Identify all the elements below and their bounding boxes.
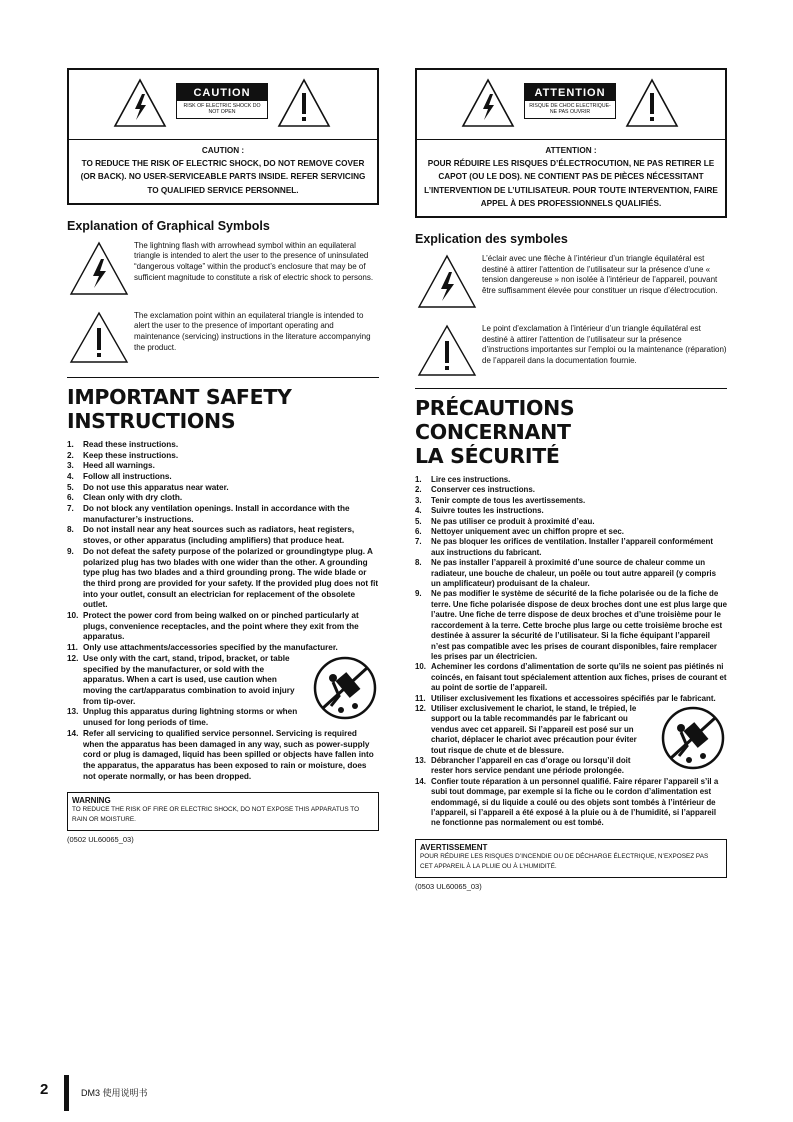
instruction-item	[67, 461, 379, 472]
symbols-title: Explanation of Graphical Symbols	[67, 218, 270, 233]
page-number: 2	[40, 1081, 49, 1098]
instruction-text: Do not block any ventilation openings. Install in accordance with the manufacturer’s instructions.	[83, 504, 350, 524]
document-code: (0502 UL60065_03)	[67, 835, 134, 845]
instruction-item	[67, 707, 379, 728]
instruction-item	[67, 547, 379, 611]
instruction-item	[415, 589, 727, 662]
instruction-text: Read these instructions.	[83, 439, 179, 449]
instruction-text: Keep these instructions.	[83, 450, 179, 460]
instruction-item	[67, 643, 379, 654]
warning-text: POUR RÉDUIRE LES RISQUES D’INCENDIE OU DE DÉCHARGE ÉLECTRIQUE, N’EXPOSEZ PAS CET APPAREIL À LA PLUIE OU À L’HUMIDITÉ.	[420, 852, 709, 870]
lightning-triangle-icon	[461, 78, 515, 128]
instruction-text: Follow all instructions.	[83, 471, 172, 481]
safety-instruction-list	[415, 475, 727, 829]
instruction-number: 14.	[67, 728, 79, 738]
instruction-text: Clean only with dry cloth.	[83, 493, 183, 503]
english-column	[67, 68, 379, 844]
attention-label-subtext: RISQUE DE CHOC ELECTRIQUE-NE PAS OUVRIR	[529, 103, 611, 115]
instruction-text: Lire ces instructions.	[431, 475, 511, 485]
instruction-number: 1.	[67, 439, 74, 449]
exclamation-symbol-row	[67, 311, 379, 361]
exclamation-symbol-row	[415, 324, 727, 374]
attention-label	[524, 83, 616, 119]
instruction-number: 10.	[67, 611, 79, 621]
instruction-text: Do not defeat the safety purpose of the polarized or groundingtype plug. A polarized plug has two blades with one wider than the other. A grounding type plug has two blades and a third grounding prong. The wide blade or the third prong are provided for your safety. If the provided plug does not fit into your outlet, consult an electrician for replacement of the obsolete outlet.	[83, 546, 379, 610]
instruction-text: Ne pas utiliser ce produit à proximité d’eau.	[431, 516, 595, 526]
instruction-text: Ne pas bloquer les orifices de ventilation. Installer l’appareil conformément aux instructions du fabricant.	[431, 537, 713, 557]
instruction-item	[415, 485, 727, 495]
attention-heading: ATTENTION :	[545, 146, 597, 155]
french-column	[415, 68, 727, 891]
instruction-text: Nettoyer uniquement avec un chiffon propre et sec.	[431, 527, 624, 537]
instruction-item	[415, 475, 727, 485]
instruction-number: 13.	[67, 707, 79, 717]
caution-label-panel	[69, 70, 377, 140]
exclamation-symbol-text: The exclamation point within an equilateral triangle is intended to alert the user to the presence of important operating and maintenance (servicing) instructions in the literature accompanying the product.	[134, 310, 371, 352]
instruction-number: 7.	[415, 537, 422, 547]
warning-box	[415, 839, 727, 878]
instruction-number: 7.	[67, 504, 74, 514]
instruction-item	[67, 493, 379, 504]
instruction-item	[415, 756, 727, 777]
instruction-number: 12.	[415, 703, 426, 713]
caution-body: TO REDUCE THE RISK OF ELECTRIC SHOCK, DO NOT REMOVE COVER (OR BACK). NO USER-SERVICEABLE PARTS INSIDE. REFER SERVICING TO QUALIFIED SERVICE PERSONNEL.	[80, 159, 366, 195]
instruction-number: 3.	[67, 461, 74, 471]
instruction-item	[415, 694, 727, 704]
instruction-number: 10.	[415, 662, 426, 672]
instruction-number: 1.	[415, 475, 422, 485]
instruction-number: 5.	[67, 482, 74, 492]
attention-statement	[417, 140, 725, 216]
instruction-number: 4.	[415, 506, 422, 516]
safety-title-line2: LA SÉCURITÉ	[415, 444, 560, 469]
exclamation-triangle-icon	[277, 78, 331, 128]
exclamation-symbol-text: Le point d’exclamation à l’intérieur d’un triangle équilatéral est destiné à attirer l’attention de l’utilisateur sur la présence d’instructions importantes sur l’emploi ou la maintenance (réparation) de l’appareil dans la documentation fournie.	[482, 324, 727, 365]
instruction-item	[415, 704, 727, 756]
attention-box	[415, 68, 727, 218]
instruction-number: 14.	[415, 776, 426, 786]
instruction-text: Use only with the cart, stand, tripod, bracket, or table specified by the manufacturer, or sold with the apparatus. When a cart is used, use caution when moving the cart/apparatus combination to avoid injury from tip-over.	[83, 653, 295, 706]
safety-title-line1: PRÉCAUTIONS CONCERNANT	[415, 396, 575, 445]
safety-title	[67, 377, 379, 433]
instruction-number: 11.	[415, 693, 426, 703]
instruction-number: 8.	[67, 525, 74, 535]
instruction-text: Refer all servicing to qualified service personnel. Servicing is required when the apparatus has been damaged in any way, such as power-supply cord or plug is damaged, liquid has been spilled or objects have fallen into the apparatus, the apparatus has been exposed to rain or moisture, does not operate normally, or has been dropped.	[83, 728, 374, 781]
instruction-number: 9.	[415, 589, 422, 599]
instruction-number: 8.	[415, 558, 422, 568]
caution-box	[67, 68, 379, 205]
instruction-item	[67, 525, 379, 546]
instruction-item	[415, 496, 727, 506]
instruction-item	[415, 777, 727, 829]
exclamation-symbol-icon	[417, 324, 477, 378]
instruction-number: 4.	[67, 471, 74, 481]
instruction-item	[415, 537, 727, 558]
instruction-text: Confier toute réparation à un personnel qualifié. Faire réparer l’appareil s’il a subi tout dommage, par exemple si la fiche ou le cordon d’alimentation est endommagé, si du liquide a coulé ou des objets sont tombés à l’intérieur de l’appareil, si l’appareil a été exposé à la pluie ou à de l’humidité, si l’appareil ne fonctionne pas normalement ou est tombé.	[431, 776, 719, 828]
lightning-symbol-row	[415, 254, 727, 320]
warning-text: TO REDUCE THE RISK OF FIRE OR ELECTRIC SHOCK, DO NOT EXPOSE THIS APPARATUS TO RAIN OR MOISTURE.	[72, 806, 360, 824]
safety-title-line1: IMPORTANT SAFETY	[67, 384, 292, 409]
instruction-number: 2.	[67, 450, 74, 460]
safety-instruction-list	[67, 440, 379, 783]
caution-label	[176, 83, 268, 119]
instruction-text: Conserver ces instructions.	[431, 485, 535, 495]
attention-body: POUR RÉDUIRE LES RISQUES D’ÉLECTROCUTION, NE PAS RETIRER LE CAPOT (OU LE DOS). NE CONTIENT PAS DE PIÈCES NÉCESSITANT L’INTERVENTION DE L’UTILISATEUR. POUR TOUTE INTERVENTION, FAIRE APPEL À DES PROFESSIONNELS QUALIFIÉS.	[424, 159, 718, 208]
footer-divider	[64, 1075, 69, 1111]
instruction-text: Protect the power cord from being walked on or pinched particularly at plugs, convenience receptacles, and the point where they exit from the apparatus.	[83, 611, 359, 642]
instruction-number: 9.	[67, 546, 74, 556]
lightning-triangle-icon	[113, 78, 167, 128]
instruction-number: 3.	[415, 495, 422, 505]
instruction-item	[67, 654, 379, 708]
instruction-text: Débrancher l’appareil en cas d’orage ou lorsqu’il doit rester hors service pendant une période prolongée.	[431, 755, 631, 776]
instruction-item	[415, 527, 727, 537]
lightning-symbol-icon	[69, 241, 129, 297]
warning-box	[67, 792, 379, 831]
instruction-item	[415, 506, 727, 516]
document-code: (0503 UL60065_03)	[415, 881, 482, 891]
instruction-text: Ne pas installer l’appareil à proximité d’une source de chaleur comme un radiateur, une bouche de chaleur, un poêle ou tout autre appareil (y compris un amplificateur) produisant de la chaleur.	[431, 558, 716, 589]
symbols-title: Explication des symboles	[415, 232, 568, 247]
warning-heading: AVERTISSEMENT	[420, 842, 488, 852]
instruction-item	[415, 558, 727, 589]
instruction-item	[67, 729, 379, 783]
exclamation-triangle-icon	[625, 78, 679, 128]
caution-heading: CAUTION :	[201, 146, 245, 155]
instruction-item	[67, 440, 379, 451]
instruction-number: 12.	[67, 653, 79, 663]
instruction-text: Do not install near any heat sources such as radiators, heat registers, stoves, or other apparatus (including amplifiers) that produce heat.	[83, 525, 355, 546]
lightning-symbol-row	[67, 241, 379, 307]
attention-label-panel	[417, 70, 725, 140]
instruction-text: Acheminer les cordons d’alimentation de sorte qu’ils ne soient pas piétinés ni coincés, en faisant tout spécialement attention aux fiches, prises de courant et au point de sortie de l’appareil.	[431, 662, 727, 693]
instruction-item	[67, 611, 379, 643]
instruction-text: Only use attachments/accessories specified by the manufacturer.	[83, 643, 338, 653]
warning-heading: WARNING	[72, 796, 111, 806]
instruction-text: Heed all warnings.	[83, 461, 155, 471]
caution-label-subtext: RISK OF ELECTRIC SHOCK DO NOT OPEN	[183, 103, 261, 115]
instruction-text: Suivre toutes les instructions.	[431, 506, 544, 516]
instruction-item	[415, 517, 727, 527]
instruction-number: 6.	[67, 493, 74, 503]
instruction-item	[67, 451, 379, 462]
lightning-symbol-icon	[417, 254, 477, 310]
exclamation-symbol-icon	[69, 311, 129, 365]
instruction-number: 5.	[415, 516, 422, 526]
lightning-symbol-text: The lightning flash with arrowhead symbol within an equilateral triangle is intended to alert the user to the presence of uninsulated “dangerous voltage” within the product’s enclosure that may be of sufficient magnitude to constitute a risk of electric shock to persons.	[134, 240, 374, 282]
safety-title-line2: INSTRUCTIONS	[67, 408, 236, 433]
instruction-text: Utiliser exclusivement le chariot, le stand, le trépied, le support ou la table recommandés par le fabricant ou vendus avec cet appareil. Si l’appareil est posé sur un chariot, déplacer le chariot avec précaution pour éviter tout risque de chute et de blessure.	[431, 703, 637, 755]
caution-statement	[69, 140, 377, 203]
instruction-number: 2.	[415, 485, 422, 495]
instruction-text: Unplug this apparatus during lightning storms or when unused for long periods of time.	[83, 707, 298, 728]
instruction-item	[67, 472, 379, 483]
attention-label-title: ATTENTION	[525, 84, 615, 101]
instruction-text: Utiliser exclusivement les fixations et accessoires spécifiés par le fabricant.	[431, 693, 716, 703]
caution-label-title: CAUTION	[177, 84, 267, 101]
safety-title	[415, 388, 727, 468]
instruction-item	[67, 504, 379, 525]
lightning-symbol-text: L’éclair avec une flèche à l’intérieur d’un triangle équilatéral est destiné à attirer l’attention de l’utilisateur sur la présence d’une « tension dangereuse » non isolée à l’intérieur de l’appareil, pouvant être suffisamment élevée pour constituer un risque d’électrocution.	[482, 254, 718, 295]
instruction-number: 13.	[415, 755, 426, 765]
instruction-item	[415, 662, 727, 693]
instruction-text: Ne pas modifier le système de sécurité de la fiche polarisée ou de la fiche de terre. Une fiche polarisée dispose de deux broches dont une est plus large que l’autre. Une fiche de terre dispose de deux broches et d’une troisième pour le raccordement à la terre. Cette broche plus large ou cette troisième broche est destinée à assurer la sécurité de l’utilisateur. Si la fiche équipant l’appareil n’est pas compatible avec les prises de courant disponibles, faire remplacer les prises par un électricien.	[431, 589, 727, 661]
instruction-item	[67, 483, 379, 494]
instruction-number: 6.	[415, 527, 422, 537]
instruction-number: 11.	[67, 643, 78, 653]
instruction-text: Do not use this apparatus near water.	[83, 482, 229, 492]
document-title: DM3 使用说明书	[81, 1088, 148, 1098]
instruction-text: Tenir compte de tous les avertissements.	[431, 495, 586, 505]
